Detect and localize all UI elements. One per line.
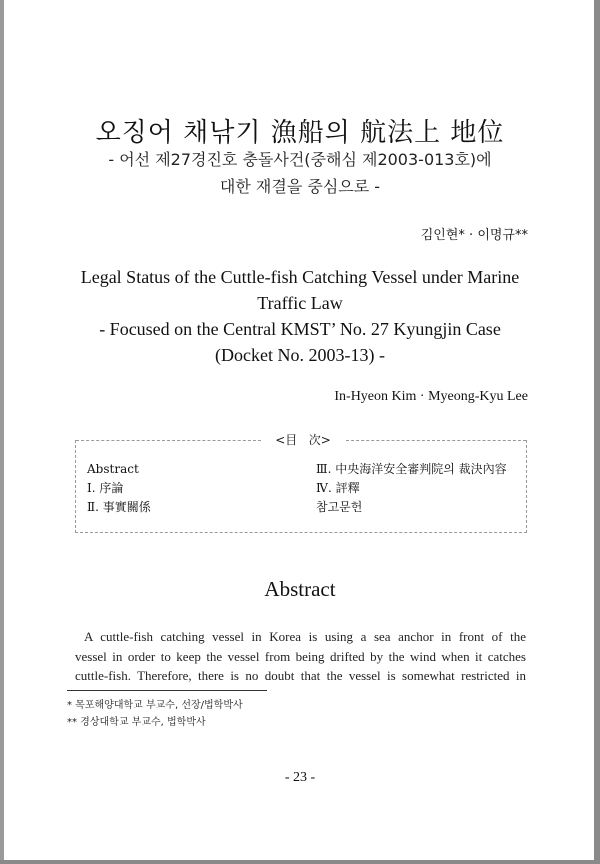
page-number: - 23 - (284, 770, 316, 785)
abstract-line: A cuttle-fish catching vessel in Korea is using a sea anchor in front of the (84, 629, 526, 644)
subtitle-line-2: 대한 재결을 중심으로 - (219, 177, 381, 196)
toc-item: Ⅲ. 中央海洋安全審判院의 裁決內容 (316, 462, 507, 476)
toc-header-rule-left (76, 440, 261, 441)
subtitle-line-1: - 어선 제27경진호 충돌사건(중해심 제2003-013호)에 (108, 150, 492, 169)
abstract-line: cuttle-fish. Therefore, there is no doubt that the vessel is somewhat restricted in (75, 668, 526, 683)
table-of-contents (75, 433, 527, 533)
toc-item: Abstract (87, 462, 139, 476)
toc-item: Ⅰ. 序論 (87, 481, 124, 495)
abstract-line: vessel in order to keep the vessel from being drifted by the wind when it catches (75, 648, 526, 664)
toc-item: Ⅳ. 評釋 (316, 481, 360, 495)
title-en-line-1: Legal Status of the Cuttle-fish Catching Vessel under Marine (80, 267, 520, 287)
abstract-heading: Abstract (264, 577, 336, 601)
page-frame-bottom (0, 860, 600, 864)
paper-subtitle (0, 146, 600, 200)
authors-korean: 김인현* · 이명규** (420, 228, 528, 243)
footnote-divider (67, 690, 267, 691)
toc-item: Ⅱ. 事實關係 (87, 500, 151, 514)
toc-heading: <目 次> (275, 433, 331, 447)
abstract-paragraph (75, 627, 526, 686)
toc-item: 참고문헌 (316, 500, 363, 514)
title-en-line-2: Traffic Law (257, 293, 343, 313)
toc-header-rule-right (346, 440, 526, 441)
footnote-1: * 목포해양대학교 부교수, 선장/법학박사 (67, 700, 243, 711)
authors-english: In-Hyeon Kim · Myeong-Kyu Lee (334, 389, 528, 404)
paper-title-english (60, 264, 540, 368)
title-en-line-3: - Focused on the Central KMST’ No. 27 Kyungjin Case (99, 319, 501, 339)
footnotes (67, 697, 243, 731)
paper-title-korean: 오징어 채낚기 漁船의 航法上 地位 (95, 118, 505, 148)
toc-header (76, 431, 526, 449)
footnote-2: ** 경상대학교 부교수, 법학박사 (67, 717, 206, 728)
toc-column-right (316, 460, 507, 517)
title-en-line-4: (Docket No. 2003-13) - (215, 345, 385, 365)
toc-column-left (87, 460, 151, 517)
